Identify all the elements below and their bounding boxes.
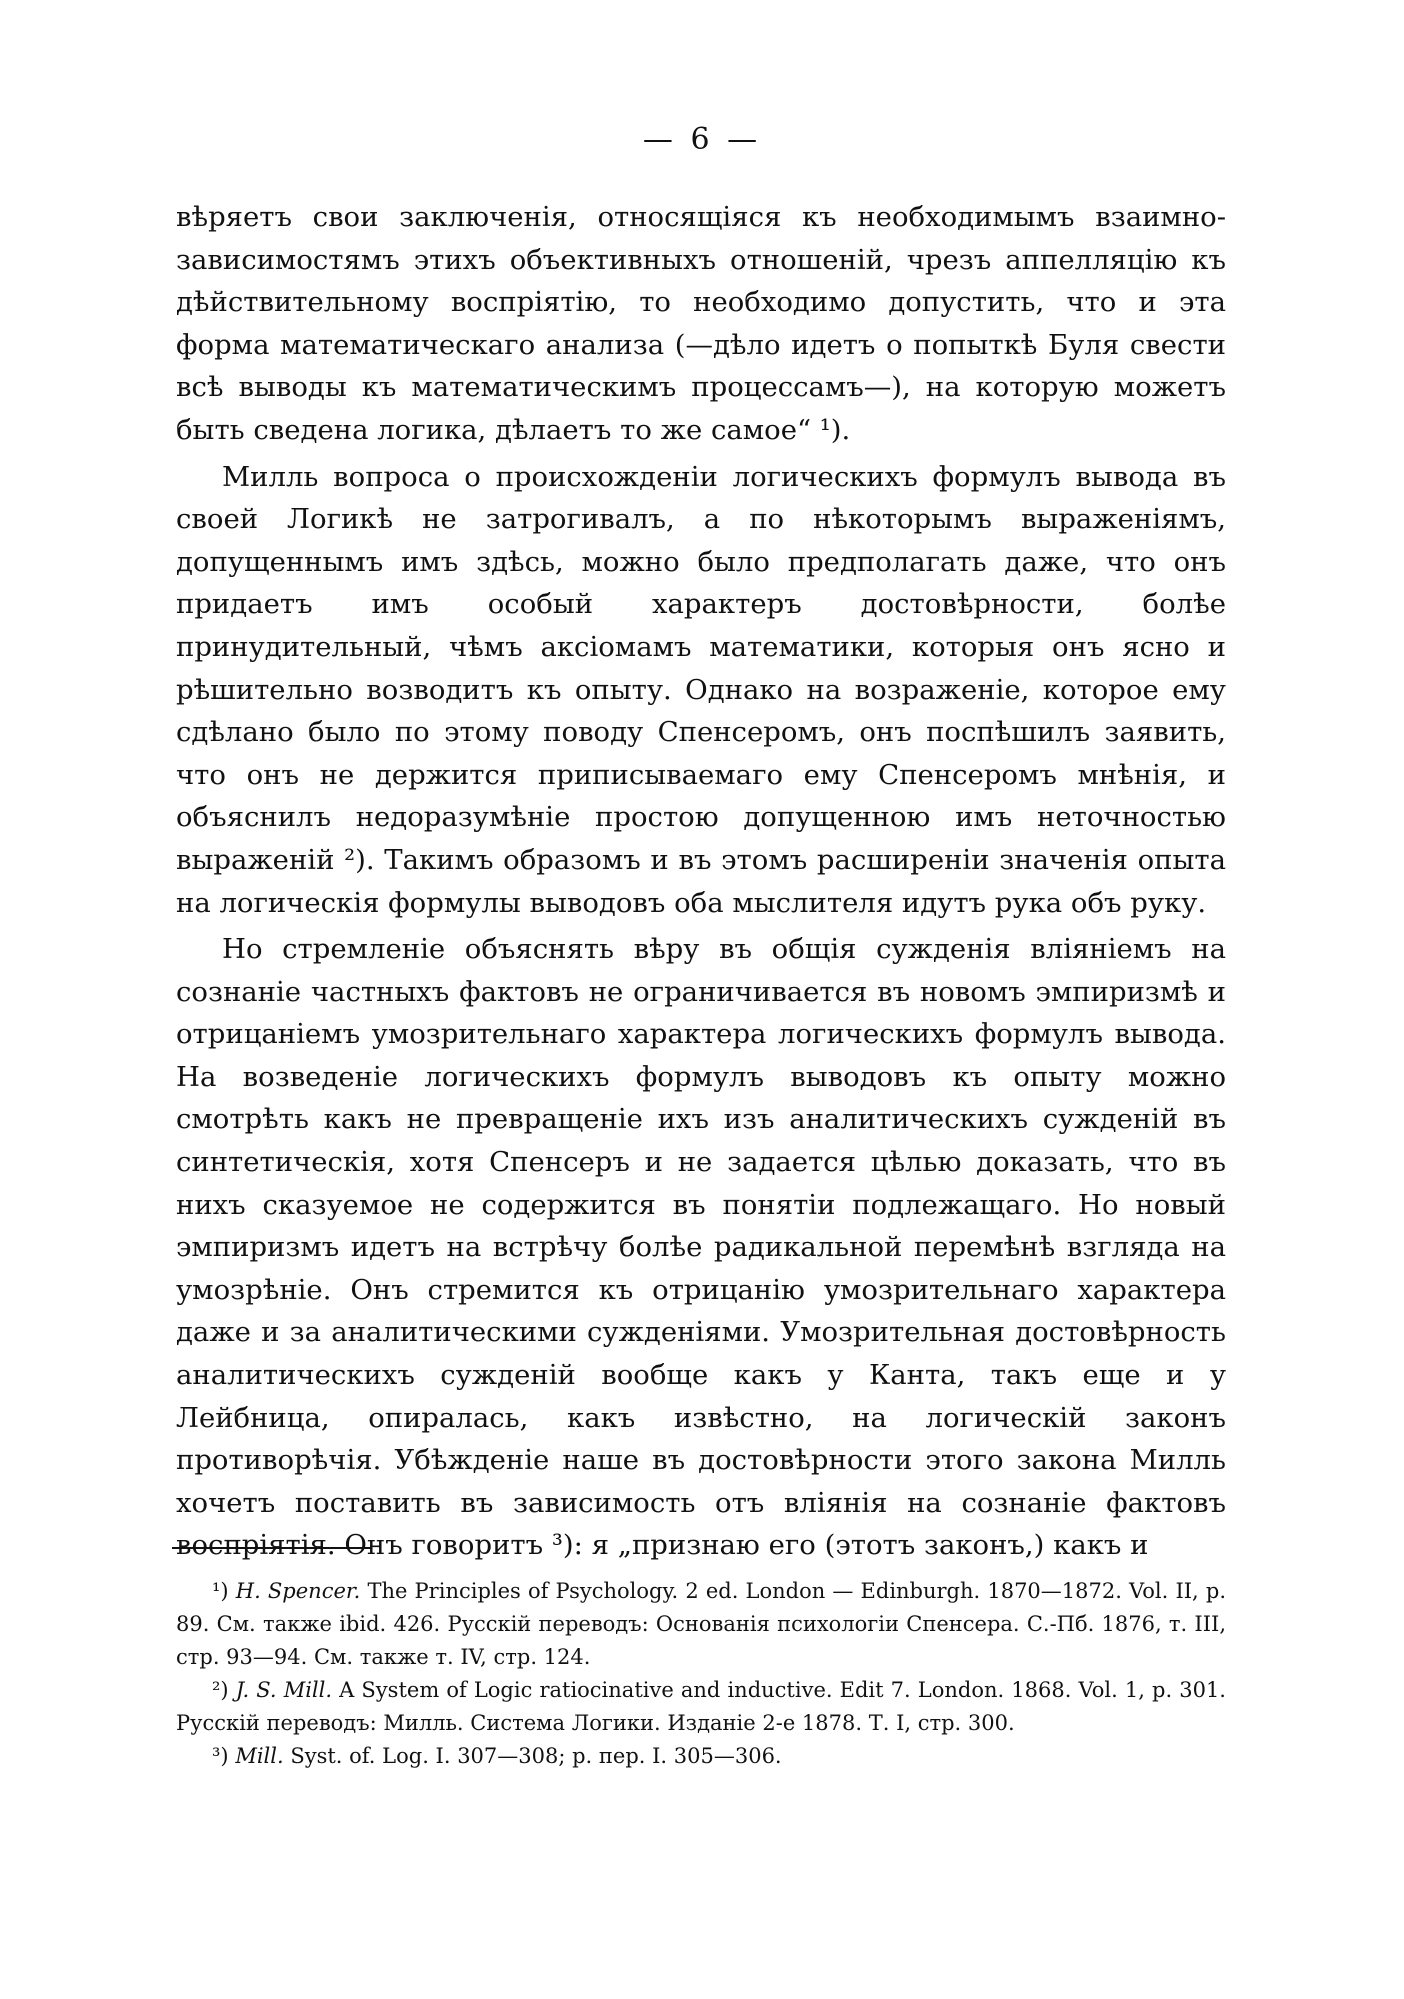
footnote-text: The Principles of Psychology. 2 ed. London — Edinburgh. 1870—1872. Vol. II, p. 89. См. также ibid. 426. Русскій переводъ: Основанія психологіи Спенсера. С.-Пб. 1876, т. III, стр. 93—94. См. также т. IV, стр. 124. [176, 1579, 1226, 1669]
footnotes [176, 1575, 1226, 1773]
paragraph-new-empiricism: Но стремленіе объяснять вѣру въ общія сужденія вліяніемъ на сознаніе частныхъ фактовъ не ограничивается въ новомъ эмпиризмѣ и отрицаніемъ умозрительнаго характера логическихъ формулъ вывода. На возведеніе логическихъ формулъ выводовъ къ опыту можно смотрѣть какъ не превращеніе ихъ изъ аналитическихъ сужденій въ синтетическія, хотя Спенсеръ и не задается цѣлью доказать, что въ нихъ сказуемое не содержится въ понятіи подлежащаго. Но новый эмпиризмъ идетъ на встрѣчу болѣе радикальной перемѣнѣ взгляда на умозрѣніе. Онъ стремится къ отрицанію умозрительнаго характера даже и за аналитическими сужденіями. Умозрительная достовѣрность аналитическихъ сужденій вообще какъ у Канта, такъ еще и у Лейбница, опиралась, какъ извѣстно, на логическій законъ противорѣчія. Убѣжденіе наше въ достовѣрности этого закона Милль хочетъ поставить въ зависимость отъ вліянія на сознаніе фактовъ воспріятія. Онъ говоритъ ³): я „признаю его (этотъ законъ,) какъ и [176, 933, 1226, 1562]
footnote-1 [176, 1575, 1226, 1674]
paragraph-mill-logic: Милль вопроса о происхожденіи логическихъ формулъ вывода въ своей Логикѣ не затрогивалъ, а по нѣкоторымъ выраженіямъ, допущеннымъ имъ здѣсь, можно было предполагать даже, что онъ придаетъ имъ особый характеръ достовѣрности, болѣе принудительный, чѣмъ аксіомамъ математики, которыя онъ ясно и рѣшительно возводитъ къ опыту. Однако на возраженіе, которое ему сдѣлано было по этому поводу Спенсеромъ, онъ поспѣшилъ заявить, что онъ не держится приписываемаго ему Спенсеромъ мнѣнія, и объяснилъ недоразумѣніе простою допущенною имъ неточностью выраженій ²). Такимъ образомъ и въ этомъ расширеніи значенія опыта на логическія формулы выводовъ оба мыслителя идутъ рука объ руку. [176, 460, 1226, 919]
page-number: — 6 — [642, 122, 762, 157]
footnote-mark: ³) [212, 1744, 229, 1768]
footnote-mark: ²) [212, 1678, 229, 1702]
paragraph-continuation: вѣряетъ свои заключенія, относящіяся къ необходимымъ взаимно-зависимостямъ этихъ объективныхъ отношеній, чрезъ аппелляцію къ дѣйствительному воспріятію, то необходимо допустить, что и эта форма математическаго анализа (—дѣло идетъ о попыткѣ Буля свести всѣ выводы къ математическимъ процессамъ—), на которую можетъ быть сведена логика, дѣлаетъ то же самое“ ¹). [176, 201, 1226, 446]
footnote-author: Mill. [235, 1744, 284, 1768]
footnote-divider [172, 1547, 372, 1549]
main-text [176, 196, 1226, 1567]
footnote-author: H. Spencer. [235, 1579, 361, 1603]
footnote-2 [176, 1674, 1226, 1740]
footnote-author: J. S. Mill. [235, 1678, 333, 1702]
footnote-text: A System of Logic ratiocinative and inductive. Edit 7. London. 1868. Vol. 1, p. 301. Русскій переводъ: Милль. Система Логики. Изданіе 2-е 1878. Т. I, стр. 300. [176, 1678, 1226, 1735]
footnote-3 [176, 1740, 1226, 1773]
footnote-mark: ¹) [212, 1579, 229, 1603]
footnote-text: Syst. of. Log. I. 307—308; р. пер. I. 305—306. [290, 1744, 782, 1768]
